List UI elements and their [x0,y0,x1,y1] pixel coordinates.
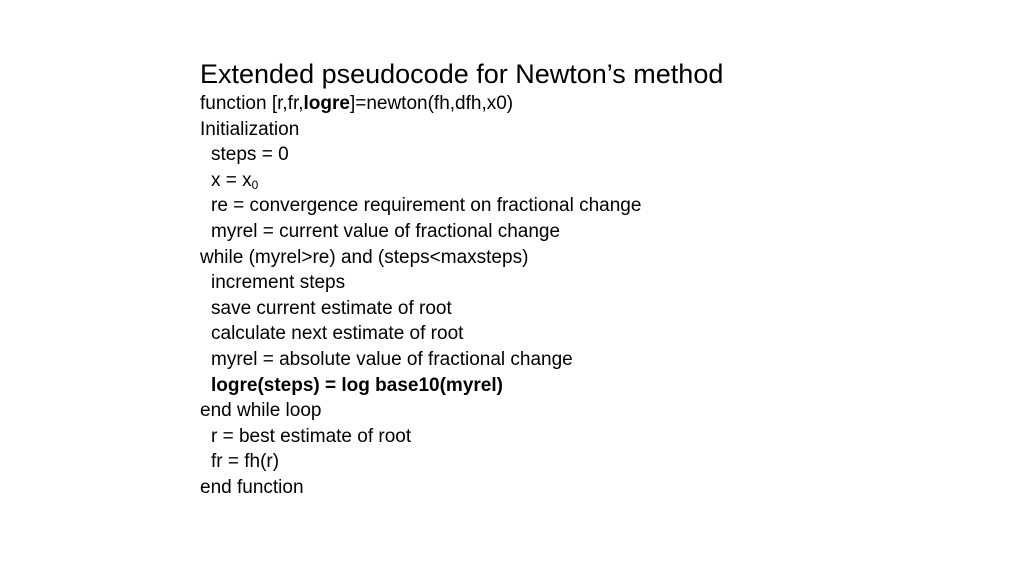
re-line: re = convergence requirement on fractional change [211,195,642,217]
end-function-line: end function [200,476,304,498]
r-line: r = best estimate of root [211,425,412,447]
calc-next-line: calculate next estimate of root [211,323,464,345]
function-signature-prefix: function [r,fr, [200,93,304,114]
x-init-line [200,168,980,194]
myrel-update-line: myrel = absolute value of fractional change [211,348,573,370]
fr-line: fr = fh(r) [211,451,280,473]
increment-line: increment steps [211,272,346,294]
function-signature-suffix: ]=newton(fh,dfh,x0) [349,93,514,114]
while-line: while (myrel>re) and (steps<maxsteps) [200,246,529,268]
initialization-label: Initialization [200,118,300,140]
function-signature-logre: logre [303,93,350,114]
x-init-subscript: 0 [251,177,259,192]
pseudocode-block [200,57,980,501]
slide-title: Extended pseudocode for Newton’s method [200,59,724,89]
x-init-base: x = x [211,169,252,191]
myrel-init-line: myrel = current value of fractional change [211,220,561,242]
end-while-line: end while loop [200,400,322,422]
steps-init-line: steps = 0 [211,144,289,166]
function-signature [200,91,980,117]
save-estimate-line: save current estimate of root [211,297,452,319]
logre-line: logre(steps) = log base10(myrel) [211,374,503,396]
